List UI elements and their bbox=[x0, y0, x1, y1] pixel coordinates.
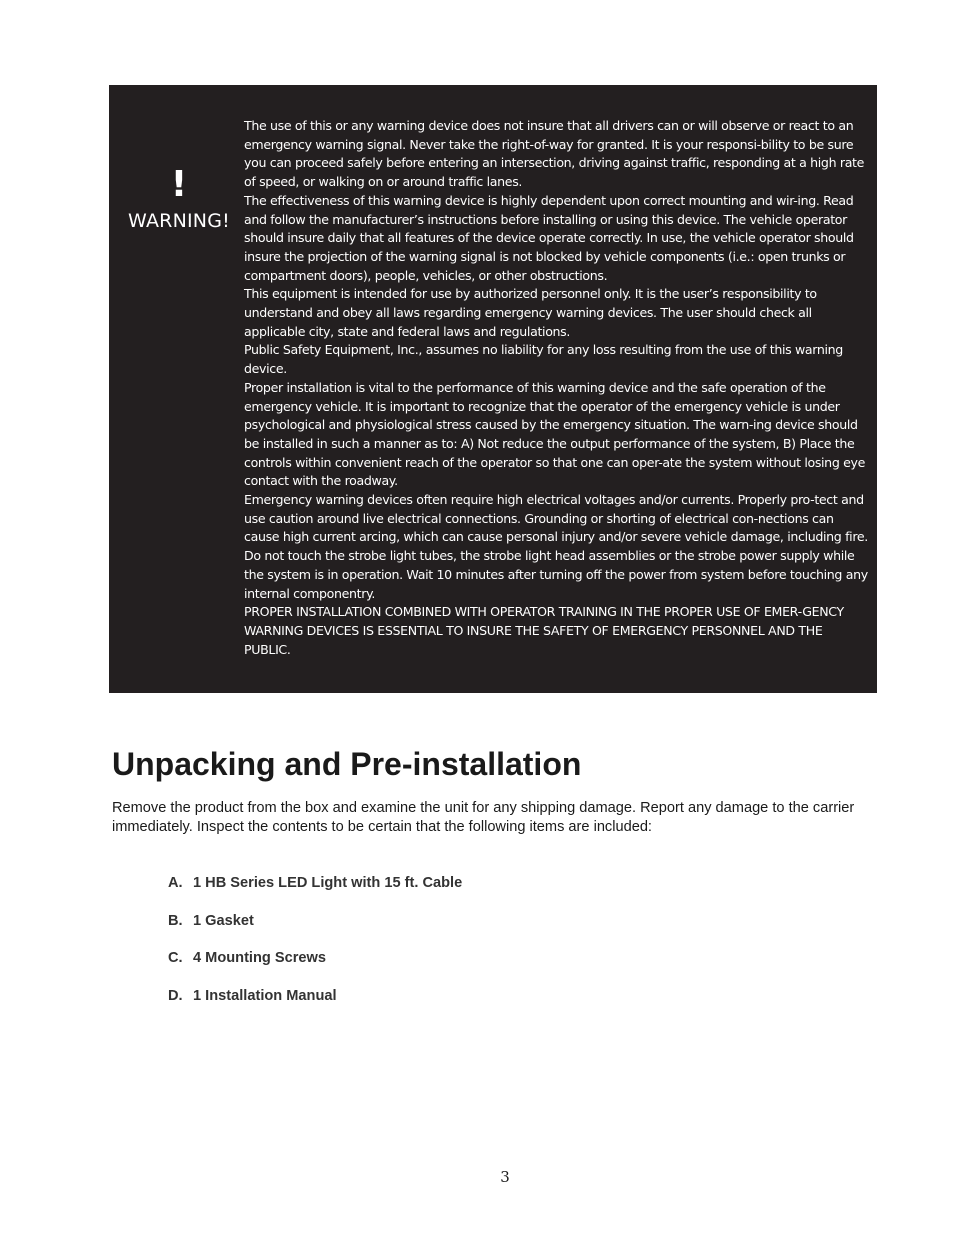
item-letter: B. bbox=[168, 912, 183, 929]
warning-header bbox=[109, 165, 249, 233]
warning-label: WARNING! bbox=[128, 210, 230, 232]
list-item bbox=[168, 949, 462, 987]
warning-text bbox=[244, 117, 869, 659]
item-text: 1 Installation Manual bbox=[193, 987, 337, 1004]
warning-paragraph: The effectiveness of this warning device is highly dependent upon correct mounting and wir-ing. Read and follow the manufacturer’s instructions before installing or using this device. The vehicle operator should insure daily that all features of the device operate correctly. In use, the vehicle operator should insure the projection of the warning signal is not blocked by vehicle components (i.e.: open trunks or compartment doors), people, vehicles, or other obstructions. bbox=[244, 192, 854, 283]
page-number: 3 bbox=[500, 1168, 510, 1186]
warning-box bbox=[109, 85, 877, 693]
item-letter: A. bbox=[168, 875, 183, 891]
item-letter: C. bbox=[168, 950, 183, 966]
exclamation-icon: ! bbox=[170, 164, 188, 205]
item-text: 4 Mounting Screws bbox=[193, 950, 326, 966]
warning-paragraph: The use of this or any warning device does not insure that all drivers can or will observe or react to an emergency warning signal. Never take the right-of-way for granted. It is your responsi-bility to be sure you can proceed safely before entering an intersection, driving against traffic, responding at a high rate of speed, or walking on or around traffic lanes. bbox=[244, 118, 865, 190]
list-item bbox=[168, 987, 462, 1025]
warning-paragraph: PROPER INSTALLATION COMBINED WITH OPERATOR TRAINING IN THE PROPER USE OF EMER-GENCY WARNING DEVICES IS ESSENTIAL TO INSURE THE SAFETY OF EMERGENCY PERSONNEL AND THE PUBLIC. bbox=[244, 604, 844, 657]
warning-paragraph: This equipment is intended for use by authorized personnel only. It is the user’s responsibility to understand and obey all laws regarding emergency warning devices. The user should check all applicable city, state and federal laws and regulations. bbox=[244, 286, 817, 339]
section-title: Unpacking and Pre-installation bbox=[112, 746, 582, 782]
list-item bbox=[168, 874, 462, 912]
warning-paragraph: Emergency warning devices often require high electrical voltages and/or currents. Properly pro-tect and use caution around live electrical connections. Grounding or shorting of electrical con-nections can cause high current arcing, which can cause personal injury and/or severe vehicle damage, including fire. Do not touch the strobe light tubes, the strobe light head assemblies or the strobe power supply while the system is in operation. Wait 10 minutes after turning off the power from system before touching any internal componentry. bbox=[244, 492, 868, 601]
item-text: 1 HB Series LED Light with 15 ft. Cable bbox=[193, 875, 463, 891]
warning-paragraph: Proper installation is vital to the performance of this warning device and the safe operation of the emergency vehicle. It is important to recognize that the operator of the emergency vehicle is under psychological and physiological stress caused by the emergency situation. The warn-ing device should be installed in such a manner as to: A) Not reduce the output performance of the system, B) Place the controls within convenient reach of the operator so that one can oper-ate the system without losing eye contact with the roadway. bbox=[244, 379, 866, 489]
intro-paragraph: Remove the product from the box and examine the unit for any shipping damage. Report any damage to the carrier immediately. Inspect the contents to be certain that the following items are included: bbox=[112, 800, 855, 835]
list-item bbox=[168, 912, 462, 950]
included-items-list bbox=[168, 874, 462, 1024]
warning-paragraph: Public Safety Equipment, Inc., assumes no liability for any loss resulting from the use of this warning device. bbox=[244, 342, 843, 377]
item-letter: D. bbox=[168, 987, 183, 1004]
item-text: 1 Gasket bbox=[193, 912, 254, 929]
